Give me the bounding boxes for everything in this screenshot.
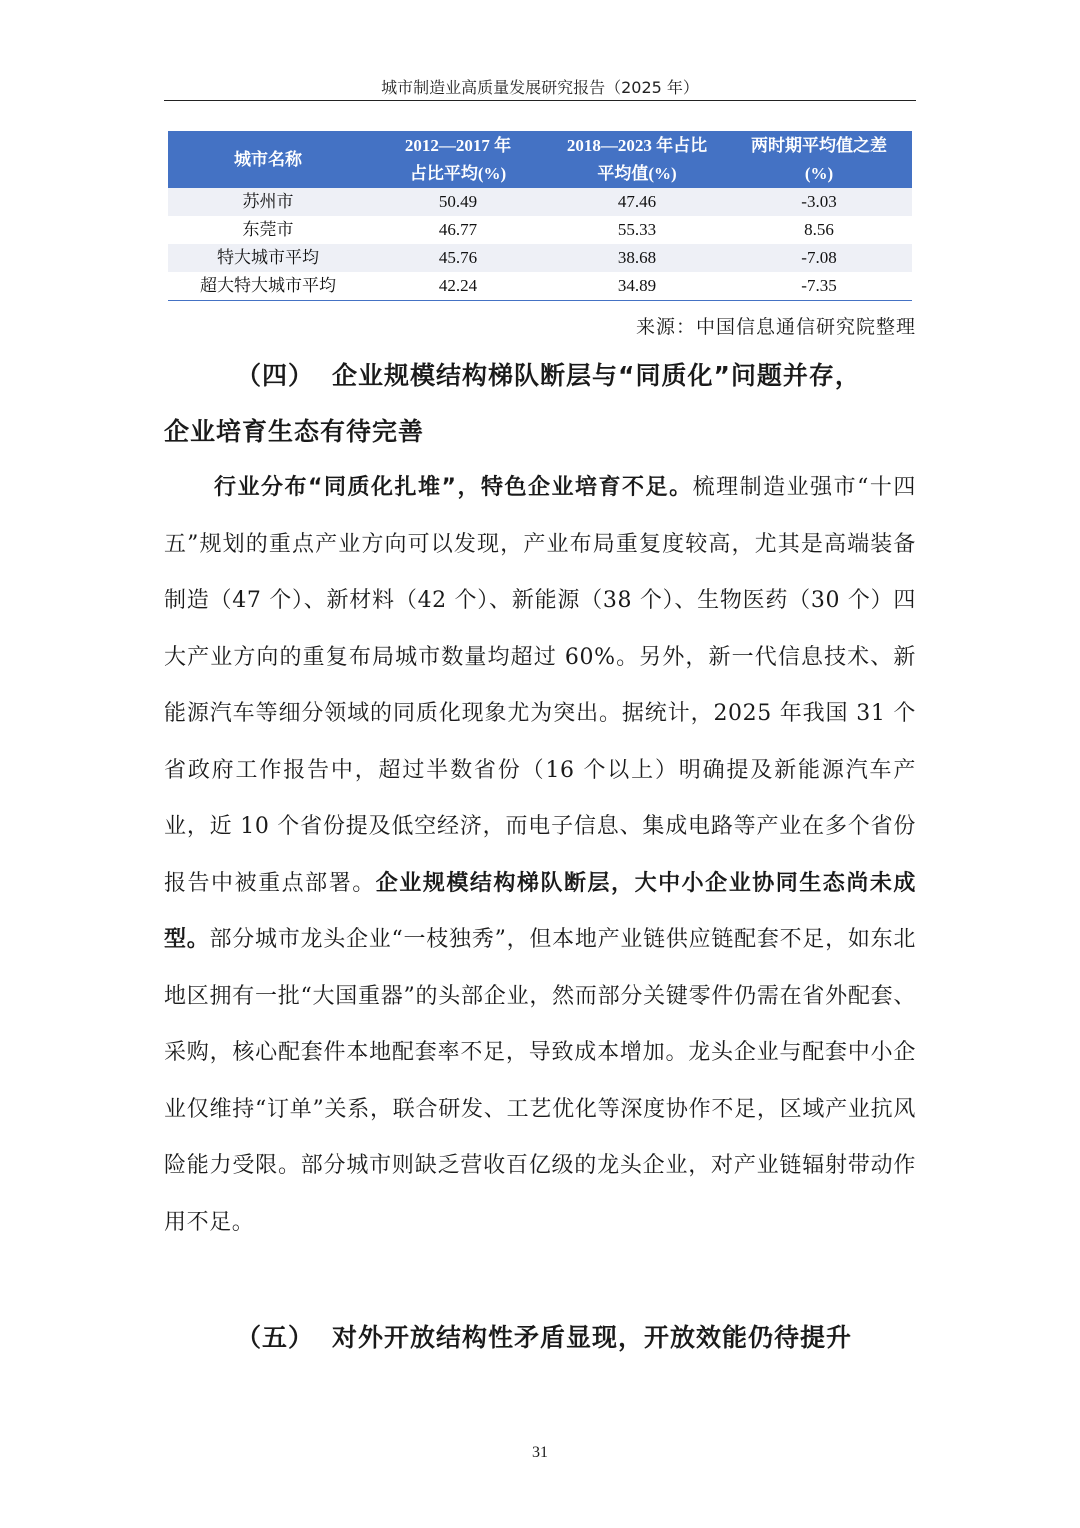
key-point-enterprise-structure: 企业规模结构梯队断层，大中小企业协同生态尚未成型。 [164,870,916,952]
section-4-title-line1: 企业规模结构梯队断层与“同质化”问题并存， [332,361,861,390]
column-header-text: 城市名称 [234,149,302,169]
column-header-2018-2023 [548,131,726,188]
column-header-text: 平均值(%) [597,163,677,183]
table-cell: 42.24 [368,272,548,301]
key-point-homogeneity: 行业分布“同质化扎堆”，特色企业培育不足。 [214,475,693,500]
body-paragraph [164,460,916,1251]
table-row [168,216,912,244]
column-header-2012-2017 [368,131,548,188]
table-cell: 46.77 [368,216,548,244]
column-header-text: 占比平均(%) [409,163,507,183]
table-cell: 47.46 [548,188,726,216]
section-5-heading [164,1310,916,1366]
section-5-number: （五） [236,1323,315,1352]
column-header-difference [726,131,912,188]
table-cell-city: 东莞市 [168,216,368,244]
table-cell: 45.76 [368,244,548,272]
body-text-part2: 部分城市龙头企业“一枝独秀”，但本地产业链供应链配套不足，如东北地区拥有一批“大国重器”的头部企业，然而部分关键零件仍需在省外配套、采购，核心配套件本地配套率不足，导致成本增加。龙头企业与配套中小企业仅维持“订单”关系，联合研发、工艺优化等深度协作不足，区域产业抗风险能力受限。部分城市则缺乏营收百亿级的龙头企业，对产业链辐射带动作用不足。 [164,927,916,1235]
section-4-number: （四） [236,361,315,390]
table-cell: 8.56 [726,216,912,244]
table-cell: 38.68 [548,244,726,272]
table-cell: -7.08 [726,244,912,272]
column-header-text: 2018—2023 年占比 [566,135,708,155]
table-cell-city: 苏州市 [168,188,368,216]
header-rule [164,100,916,101]
table-cell: -7.35 [726,272,912,301]
section-4-title-line2: 企业培育生态有待完善 [164,417,425,446]
running-header: 城市制造业高质量发展研究报告（2025 年） [381,78,699,97]
column-header-text: 两时期平均值之差 [751,135,887,155]
table-row [168,188,912,216]
table-row [168,244,912,272]
table-cell: 55.33 [548,216,726,244]
table-cell: 50.49 [368,188,548,216]
page-number: 31 [532,1444,548,1461]
table-row [168,272,912,301]
section-4-heading [164,348,916,460]
body-text-part1: 梳理制造业强市“十四五”规划的重点产业方向可以发现，产业布局重复度较高，尤其是高端装备制造（47 个）、新材料（42 个）、新能源（38 个）、生物医药（30 个）四大产业方向的重复布局城市数量均超过 60%。另外，新一代信息技术、新能源汽车等细分领域的同质化现象尤为突出。据统计，2025 年我国 31 个省政府工作报告中，超过半数省份（16 个以上）明确提及新能源汽车产业，近 10 个省份提及低空经济，而电子信息、集成电路等产业在多个省份报告中被重点部署。 [164,475,916,896]
column-header-text: (%) [804,163,834,183]
table-cell-city: 超大特大城市平均 [168,272,368,301]
table-cell: -3.03 [726,188,912,216]
table-cell-city: 特大城市平均 [168,244,368,272]
column-header-city [168,131,368,188]
column-header-text: 2012—2017 年 [404,135,512,155]
section-5-title: 对外开放结构性矛盾显现，开放效能仍待提升 [332,1323,853,1352]
table-cell: 34.89 [548,272,726,301]
city-comparison-table [168,131,912,301]
table-source-note: 来源：中国信息通信研究院整理 [635,316,916,338]
table-header-row [168,131,912,188]
